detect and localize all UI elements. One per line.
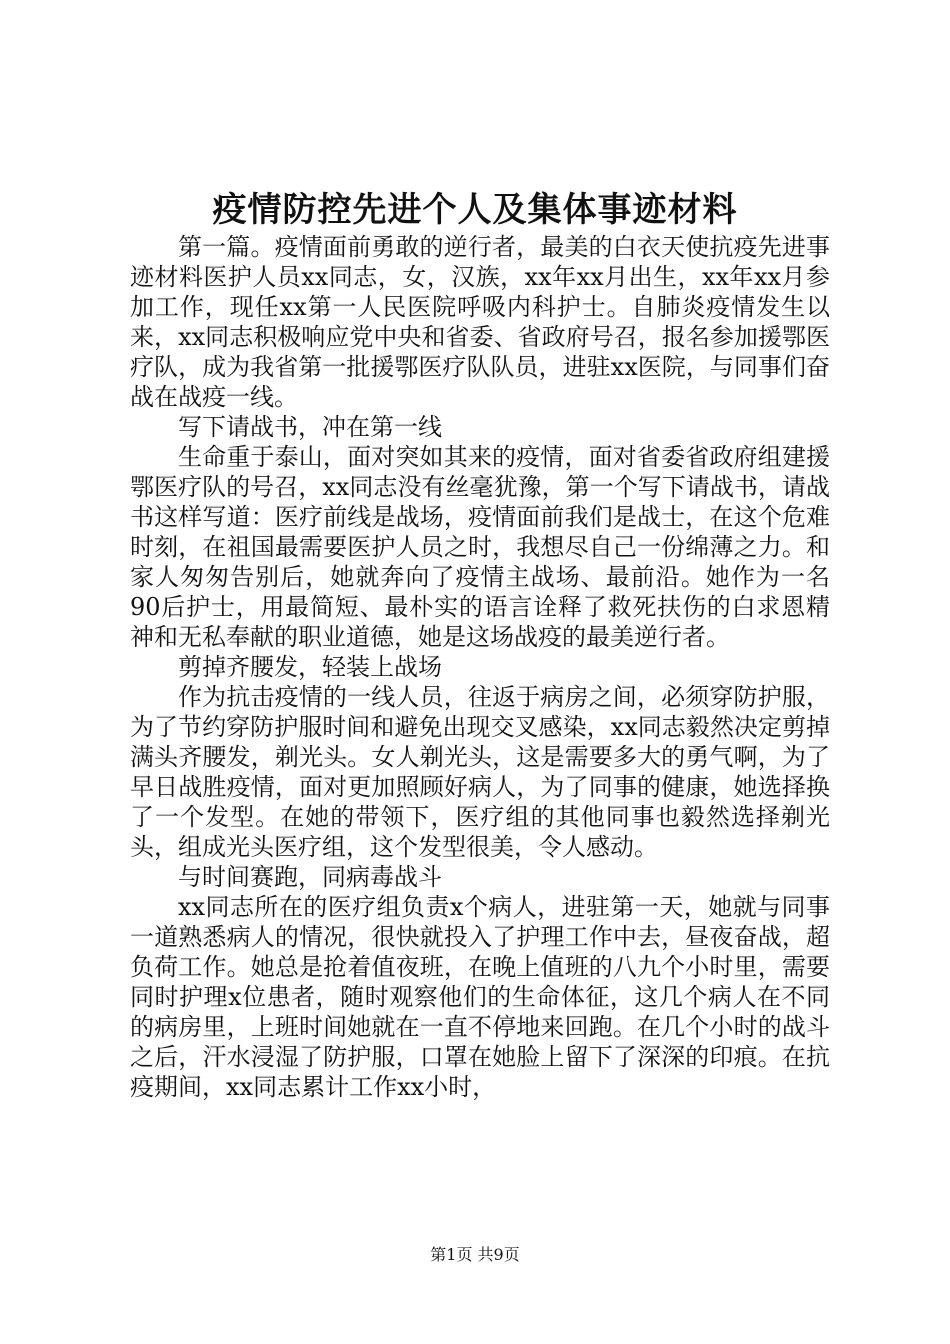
document-body	[130, 232, 830, 1102]
paragraph-section-1: 生命重于泰山，面对突如其来的疫情，面对省委省政府组建援鄂医疗队的号召，xx同志没有丝毫犹豫，第一个写下请战书，请战书这样写道：医疗前线是战场，疫情面前我们是战士，在这个危难时刻，在祖国最需要医护人员之时，我想尽自己一份绵薄之力。和家人匆匆告别后，她就奔向了疫情主战场、最前沿。她作为一名90后护士，用最简短、最朴实的语言诠释了救死扶伤的白求恩精神和无私奉献的职业道德，她是这场战疫的最美逆行者。	[130, 443, 830, 651]
paragraph-section-2: 作为抗击疫情的一线人员，往返于病房之间，必须穿防护服，为了节约穿防护服时间和避免出现交叉感染，xx同志毅然决定剪掉满头齐腰发，剃光头。女人剃光头，这是需要多大的勇气啊，为了早日战胜疫情，面对更加照顾好病人，为了同事的健康，她选择换了一个发型。在她的带领下，医疗组的其他同事也毅然选择剃光头，组成光头医疗组，这个发型很美，令人感动。	[130, 683, 830, 861]
paragraph-section-3: xx同志所在的医疗组负责x个病人，进驻第一天，她就与同事一道熟悉病人的情况，很快就投入了护理工作中去，昼夜奋战，超负荷工作。她总是抢着值夜班，在晚上值班的八九个小时里，需要同时护理x位患者，随时观察他们的生命体征，这几个病人在不同的病房里，上班时间她就在一直不停地来回跑。在几个小时的战斗之后，汗水浸湿了防护服，口罩在她脸上留下了深深的印痕。在抗疫期间，xx同志累计工作xx小时，	[130, 893, 830, 1101]
section-heading-1: 写下请战书，冲在第一线	[178, 413, 442, 441]
document-title: 疫情防控先进个人及集体事迹材料	[212, 190, 738, 230]
page-number-footer: 第1页 共9页	[430, 1245, 520, 1264]
paragraph-intro: 第一篇。疫情面前勇敢的逆行者，最美的白衣天使抗疫先进事迹材料医护人员xx同志，女，汉族，xx年xx月出生，xx年xx月参加工作，现任xx第一人民医院呼吸内科护士。自肺炎疫情发生以来，xx同志积极响应党中央和省委、省政府号召，报名参加援鄂医疗队，成为我省第一批援鄂医疗队队员，进驻xx医院，与同事们奋战在战疫一线。	[130, 233, 830, 411]
section-heading-2: 剪掉齐腰发，轻装上战场	[178, 653, 442, 681]
section-heading-3: 与时间赛跑，同病毒战斗	[178, 863, 442, 891]
